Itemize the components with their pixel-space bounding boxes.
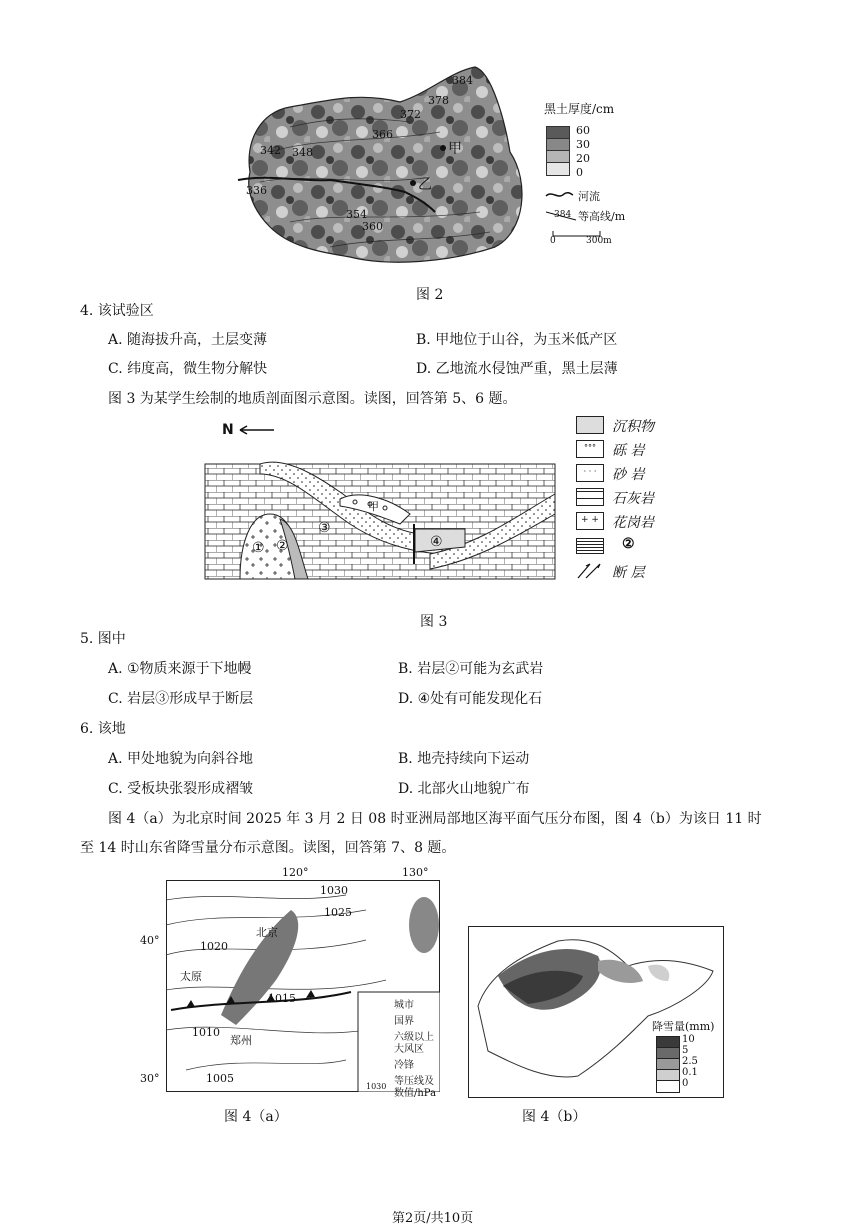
jia-label: 甲	[368, 500, 379, 513]
geologic-profile	[200, 444, 570, 584]
q4-stem: 4. 该试验区	[80, 303, 154, 319]
legend-sandstone: 砂 岩	[612, 467, 645, 483]
legend-swatch-sandstone: · · ·	[576, 464, 604, 482]
isobar-label: 1010	[192, 1026, 220, 1039]
contour-label: 384	[452, 74, 473, 87]
contour-label: 336	[246, 184, 267, 197]
contour-label: 366	[372, 128, 393, 141]
contour-sample: 384	[554, 210, 572, 220]
q5-option-a: A. ①物质来源于下地幔	[108, 661, 252, 677]
legend-value: 0	[682, 1078, 689, 1089]
fig2-caption: 图 2	[416, 287, 444, 303]
q4-option-b: B. 甲地位于山谷，为玉米低产区	[416, 332, 618, 348]
legend-swatch	[546, 162, 570, 176]
lon-130: 130°	[402, 866, 429, 879]
fig2-legend	[544, 100, 664, 260]
label-1: ①	[252, 540, 265, 556]
fig4a-caption: 图 4（a）	[224, 1109, 288, 1125]
point-jia-label: 甲	[448, 141, 462, 157]
scale-end: 300m	[586, 236, 612, 246]
legend-cold-front: 冷锋	[394, 1060, 414, 1071]
label-4: ④	[430, 534, 443, 550]
legend-swatch-0	[656, 1080, 680, 1093]
legend-layer2: ②	[622, 536, 635, 552]
contour-legend-label: 等高线/m	[578, 210, 626, 223]
fig3-legend	[576, 412, 696, 588]
fault-icon	[576, 562, 604, 580]
fig4b-caption: 图 4（b）	[522, 1109, 587, 1125]
q5-option-d: D. ④处有可能发现化石	[398, 691, 543, 707]
legend-value: 2.5	[682, 1056, 698, 1067]
river-legend-label: 河流	[578, 190, 600, 203]
test-area-outline	[249, 67, 522, 262]
legend-value: 20	[576, 152, 590, 165]
figure-4a	[140, 868, 456, 1098]
legend-swatch-conglomerate: °°°	[576, 440, 604, 458]
point-yi-marker	[410, 180, 416, 186]
fig4-intro-line1: 图 4（a）为北京时间 2025 年 3 月 2 日 08 时亚洲局部地区海平面气压分布图，图 4（b）为该日 11 时	[108, 811, 762, 827]
lat-30: 30°	[140, 1072, 160, 1085]
figure-3	[200, 414, 570, 584]
fig3-intro: 图 3 为某学生绘制的地质剖面图示意图。读图，回答第 5、6 题。	[108, 391, 517, 407]
q6-stem: 6. 该地	[80, 721, 126, 737]
q5-option-b: B. 岩层②可能为玄武岩	[398, 661, 544, 677]
city-beijing: 北京	[256, 926, 278, 939]
point-jia-marker	[440, 145, 446, 151]
fig3-caption: 图 3	[420, 614, 448, 630]
isobar-label: 1030	[320, 884, 348, 897]
legend-wind-2: 大风区	[394, 1044, 424, 1055]
legend-value: 10	[682, 1034, 695, 1045]
legend-title: 降雪量(mm)	[652, 1020, 715, 1033]
q4-option-c: C. 纬度高，微生物分解快	[108, 361, 268, 377]
legend-value: 30	[576, 138, 590, 151]
q6-option-b: B. 地壳持续向下运动	[398, 751, 530, 767]
fig4-intro-line2: 至 14 时山东省降雪量分布示意图。读图，回答第 7、8 题。	[80, 840, 456, 856]
city-taiyuan: 太原	[180, 970, 202, 983]
legend-value: 5	[682, 1045, 689, 1056]
label-2: ②	[276, 538, 289, 554]
contour-label: 342	[260, 144, 281, 157]
north-arrow-icon	[238, 424, 278, 436]
legend-value: 0	[576, 166, 583, 179]
page-footer: 第2页/共10页	[392, 1211, 474, 1226]
legend-value: 0.1	[682, 1067, 698, 1078]
contour-label: 354	[346, 208, 367, 221]
contour-label: 372	[400, 108, 421, 121]
river-icon	[544, 188, 574, 202]
contour-label: 360	[362, 220, 383, 233]
legend-value: 60	[576, 124, 590, 137]
q6-option-c: C. 受板块张裂形成褶皱	[108, 781, 254, 797]
point-yi-label: 乙	[418, 177, 432, 193]
contour-label: 378	[428, 94, 449, 107]
q6-option-d: D. 北部火山地貌广布	[398, 781, 530, 797]
q5-stem: 5. 图中	[80, 631, 126, 647]
label-3: ③	[318, 520, 331, 536]
legend-border: 国界	[394, 1016, 414, 1027]
legend-swatch-sediment	[576, 416, 604, 434]
q6-option-a: A. 甲处地貌为向斜谷地	[108, 751, 254, 767]
legend-wind-1: 六级以上	[394, 1032, 434, 1043]
legend-sediment: 沉积物	[612, 419, 654, 435]
figure-4b	[468, 926, 724, 1098]
legend-title: 黑土厚度/cm	[544, 102, 615, 116]
legend-swatch-granite: + +	[576, 512, 604, 530]
legend-isobar-1: 等压线及	[394, 1076, 434, 1087]
legend-limestone: 石灰岩	[612, 491, 654, 507]
isobar-label: 1005	[206, 1072, 234, 1085]
legend-swatch-limestone	[576, 488, 604, 506]
legend-swatch-layer2	[576, 538, 604, 554]
legend-city: 城市	[394, 1000, 414, 1011]
strong-wind-zone-east	[409, 897, 439, 953]
legend-conglomerate: 砾 岩	[612, 443, 645, 459]
isobar-label: 1015	[268, 992, 296, 1005]
q4-option-a: A. 随海拔升高，土层变薄	[108, 332, 268, 348]
isobar-label: 1025	[324, 906, 352, 919]
city-zhengzhou: 郑州	[230, 1034, 252, 1047]
contour-label: 348	[292, 146, 313, 159]
north-label: N	[222, 422, 234, 438]
q4-option-d: D. 乙地流水侵蚀严重，黑土层薄	[416, 361, 618, 377]
legend-isobar-sample: 1030	[366, 1082, 387, 1091]
isobar-label: 1020	[200, 940, 228, 953]
scale-zero: 0	[550, 236, 556, 246]
legend-granite: 花岗岩	[612, 515, 654, 531]
lon-120: 120°	[282, 866, 309, 879]
legend-fault: 断 层	[612, 565, 645, 581]
legend-isobar-2: 数值/hPa	[394, 1088, 437, 1099]
lat-40: 40°	[140, 934, 160, 947]
q5-option-c: C. 岩层③形成早于断层	[108, 691, 254, 707]
